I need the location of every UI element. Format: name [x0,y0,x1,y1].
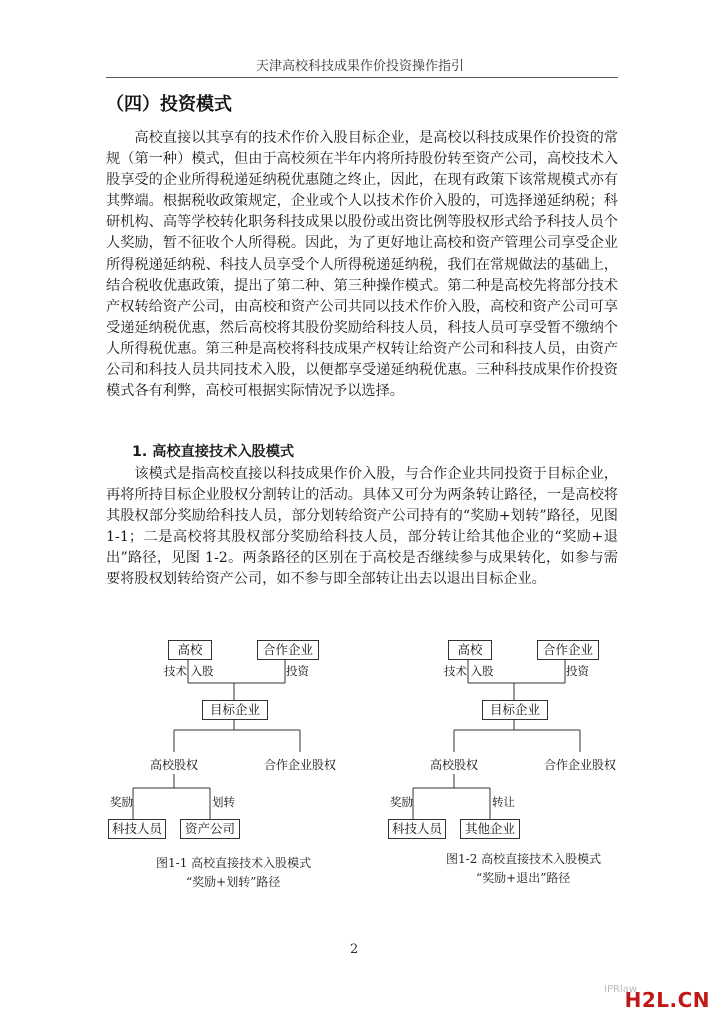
paragraph-direct-mode: 该模式是指高校直接以科技成果作价入股，与合作企业共同投资于目标企业，再将所持目标企业股权分割转让的活动。具体又可分为两条转让路径，一是高校将其股权部分奖励给科技人员，部分划转给资产公司持有的“奖励+划转”路径，见图 1-1；二是高校将其股权部分奖励给科技人员，部分转让给其他企业的“奖励+退出”路径，见图 1-2。两条路径的区别在于高校是否继续参与成果转化，如参与需要将股权划转给资产公司，如不参与即全部转让出去以退出目标企业。 [106,466,618,588]
reward-label: 奖励 [110,795,133,809]
university-equity-label: 高校股权 [430,758,479,772]
university-box: 高校 [168,640,212,660]
target-company-box: 目标企业 [202,700,268,720]
invest-label: 投资 [566,664,589,678]
page-number: 2 [350,942,359,957]
running-header: 天津高校科技成果作价投资操作指引 [255,59,464,74]
target-company-box: 目标企业 [482,700,548,720]
paragraph-investment-modes: 高校直接以其享有的技术作价入股目标企业，是高校以科技成果作价投资的常规（第一种）模式，但由于高校须在半年内将所持股份转至资产公司，高校技术入股享受的企业所得税递延纳税优惠随之终止，因此，在现有政策下该常规模式亦有其弊端。根据税收政策规定，企业或个人以技术作价入股的，可选择递延纳税；科研机构、高等学校转化职务科技成果以股份或出资比例等股权形式给予科技人员个人奖励，暂不征收个人所得税。因此，为了更好地让高校和资产管理公司享受企业所得税递延纳税、科技人员享受个人所得税递延纳税，我们在常规做法的基础上，结合税收优惠政策，提出了第二种、第三种操作模式。第二种是高校先将部分技术产权转给资产公司，由高校和资产公司共同以技术作价入股，高校和资产公司可享受递延纳税优惠，然后高校将其股份奖励给科技人员，科技人员可享受暂不缴纳个人所得税优惠。第三种是高校将科技成果产权转让给资产公司和科技人员，由资产公司和科技人员共同技术入股，以便都享受递延纳税优惠。三种科技成果作价投资模式各有利弊，高校可根据实际情况予以选择。 [106,130,618,400]
site-watermark: H2L.CN [624,988,710,1012]
other-company-box: 其他企业 [460,819,520,839]
transfer-label: 转让 [492,795,515,809]
university-box: 高校 [448,640,492,660]
reward-label: 奖励 [390,795,413,809]
figure-1-2-caption-line1: 图1-2 高校直接技术入股模式 [446,852,602,866]
wechat-source-tag: IPRlaw [604,984,638,995]
university-equity-label: 高校股权 [150,758,199,772]
invest-label: 投资 [286,664,309,678]
partner-company-box: 合作企业 [537,640,599,660]
staff-box: 科技人员 [108,819,166,839]
partner-equity-label: 合作企业股权 [544,758,617,772]
partner-company-box: 合作企业 [257,640,319,660]
figure-1-1-caption-line1: 图1-1 高校直接技术入股模式 [156,856,312,870]
tech-share-label: 技术 入股 [164,664,214,678]
figure-1-2-diagram [380,628,670,898]
subheading-direct-tech-share: 1. 高校直接技术入股模式 [132,444,295,460]
header-divider [106,77,618,78]
partner-equity-label: 合作企业股权 [264,758,337,772]
section-title: （四）投资模式 [106,94,232,115]
figure-1-1-diagram [100,628,390,898]
figure-1-1-caption-line2: “奖励+划转”路径 [186,875,281,889]
staff-box: 科技人员 [388,819,446,839]
tech-share-label: 技术 入股 [444,664,494,678]
figure-1-2-caption-line2: “奖励+退出”路径 [476,871,571,885]
asset-company-box: 资产公司 [180,819,240,839]
transfer-label: 划转 [212,795,235,809]
